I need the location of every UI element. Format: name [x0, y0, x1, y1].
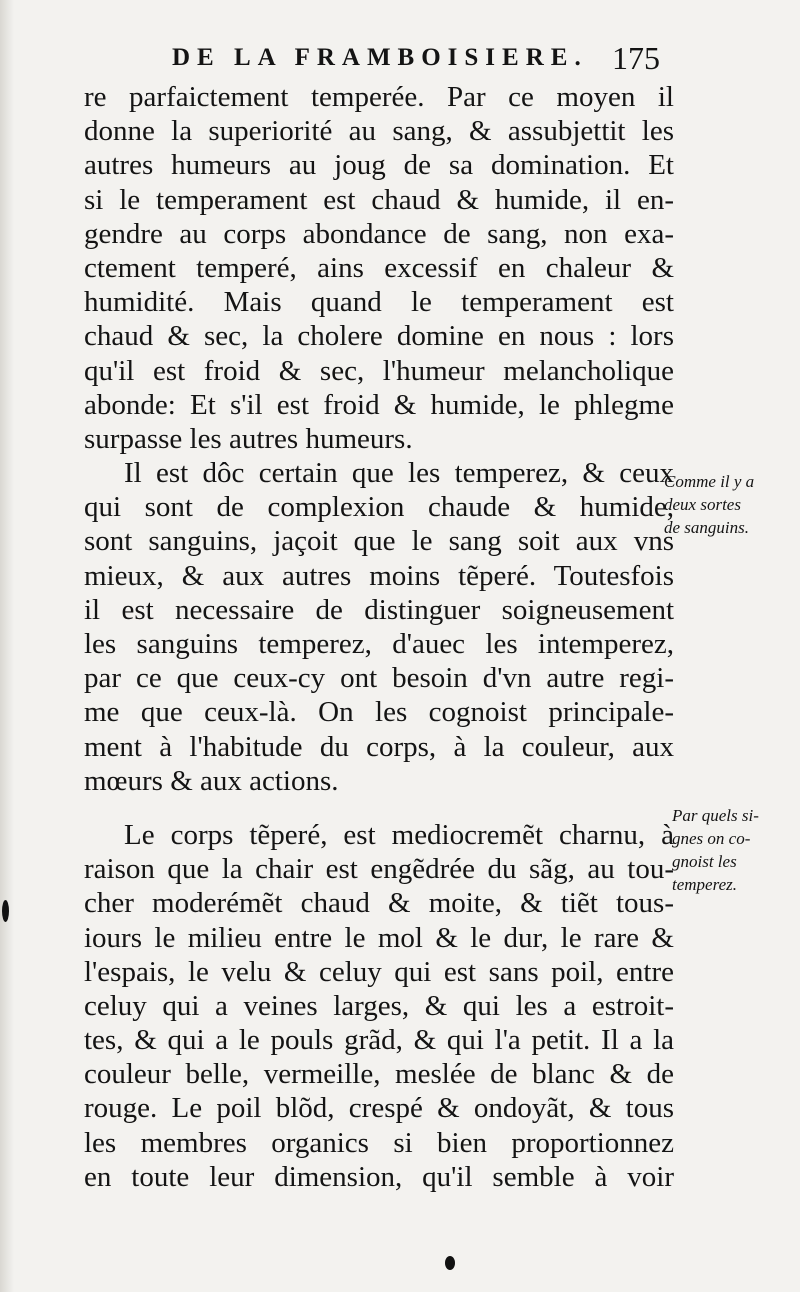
text-line: Le corps tẽperé, est mediocremẽt charnu, à — [124, 818, 674, 851]
paragraph-2 — [84, 456, 674, 798]
text-line: couleur belle, vermeille, meslée de blanc & de — [84, 1058, 674, 1091]
text-line: rouge. Le poil blõd, crespé & ondoyãt, & tous — [84, 1092, 674, 1125]
margin-note-sanguins — [664, 470, 800, 539]
text-line: ment à l'habitude du corps, à la couleur, aux — [84, 730, 674, 763]
margin-note-line: temperez. — [672, 875, 737, 894]
ink-spot — [2, 900, 9, 922]
margin-note-line: gnes on co- — [672, 829, 751, 848]
text-line: chaud & sec, la cholere domine en nous : lors — [84, 320, 674, 353]
text-line: mieux, & aux autres moins tẽperé. Toutesfois — [84, 559, 674, 592]
text-line: iours le milieu entre le mol & le dur, le rare & — [84, 921, 674, 954]
text-line: raison que la chair est engẽdrée du sãg, au tou- — [84, 853, 674, 886]
text-line: Il est dôc certain que les temperez, & ceux — [124, 457, 674, 490]
text-line: humidité. Mais quand le temperament est — [84, 286, 674, 319]
text-line: celuy qui a veines larges, & qui les a estroit- — [84, 989, 674, 1022]
text-line: les sanguins temperez, d'auec les intemperez, — [84, 628, 674, 660]
margin-note-line: Comme il y a — [664, 472, 755, 491]
paragraph-3 — [84, 818, 674, 1194]
text-line: surpasse les autres humeurs. — [84, 422, 413, 455]
running-head — [0, 0, 800, 90]
page-edge-shadow — [0, 0, 14, 1292]
text-line: l'espais, le velu & celuy qui est sans poil, entre — [84, 955, 674, 988]
text-line: ctement temperé, ains excessif en chaleur & — [84, 251, 674, 284]
paragraph-gap — [84, 798, 674, 818]
margin-note-line: deux sortes — [664, 495, 741, 514]
text-line: mœurs & aux actions. — [84, 764, 339, 797]
text-line: re parfaictement temperée. Par ce moyen il — [84, 81, 674, 113]
margin-note-line: Par quels si- — [672, 806, 759, 825]
text-line: cher moderémẽt chaud & moite, & tiẽt tous- — [84, 887, 674, 920]
ink-spot — [445, 1256, 455, 1270]
text-line: abonde: Et s'il est froid & humide, le phlegme — [84, 388, 674, 421]
text-line: sont sanguins, jaçoit que le sang soit aux vns — [84, 525, 674, 558]
text-line: en toute leur dimension, qu'il semble à voir — [84, 1160, 674, 1193]
text-line: me que ceux-là. On les cognoist principale- — [84, 696, 674, 729]
margin-note-line: de sanguins. — [664, 518, 749, 537]
text-line: tes, & qui a le pouls grãd, & qui l'a petit. Il a la — [84, 1024, 674, 1057]
text-line: si le temperament est chaud & humide, il en- — [84, 183, 674, 216]
margin-note-temperez — [672, 804, 800, 896]
text-line: donne la superiorité au sang, & assubjettit les — [84, 115, 674, 148]
text-line: autres humeurs au joug de sa domination. Et — [84, 149, 674, 182]
page-number: 175 — [612, 40, 660, 76]
body-text — [84, 80, 674, 1194]
text-line: gendre au corps abondance de sang, non exa- — [84, 217, 674, 250]
text-line: il est necessaire de distinguer soigneusement — [84, 593, 674, 626]
text-line: les membres organics si bien proportionnez — [84, 1126, 674, 1159]
text-line: par ce que ceux-cy ont besoin d'vn autre regi- — [84, 662, 674, 695]
paragraph-1 — [84, 80, 674, 456]
text-line: qui sont de complexion chaude & humide, — [84, 491, 674, 524]
margin-note-line: gnoist les — [672, 852, 737, 871]
running-head-title: DE LA FRAMBOISIERE. — [172, 44, 588, 71]
text-line: qu'il est froid & sec, l'humeur melancholique — [84, 354, 674, 387]
